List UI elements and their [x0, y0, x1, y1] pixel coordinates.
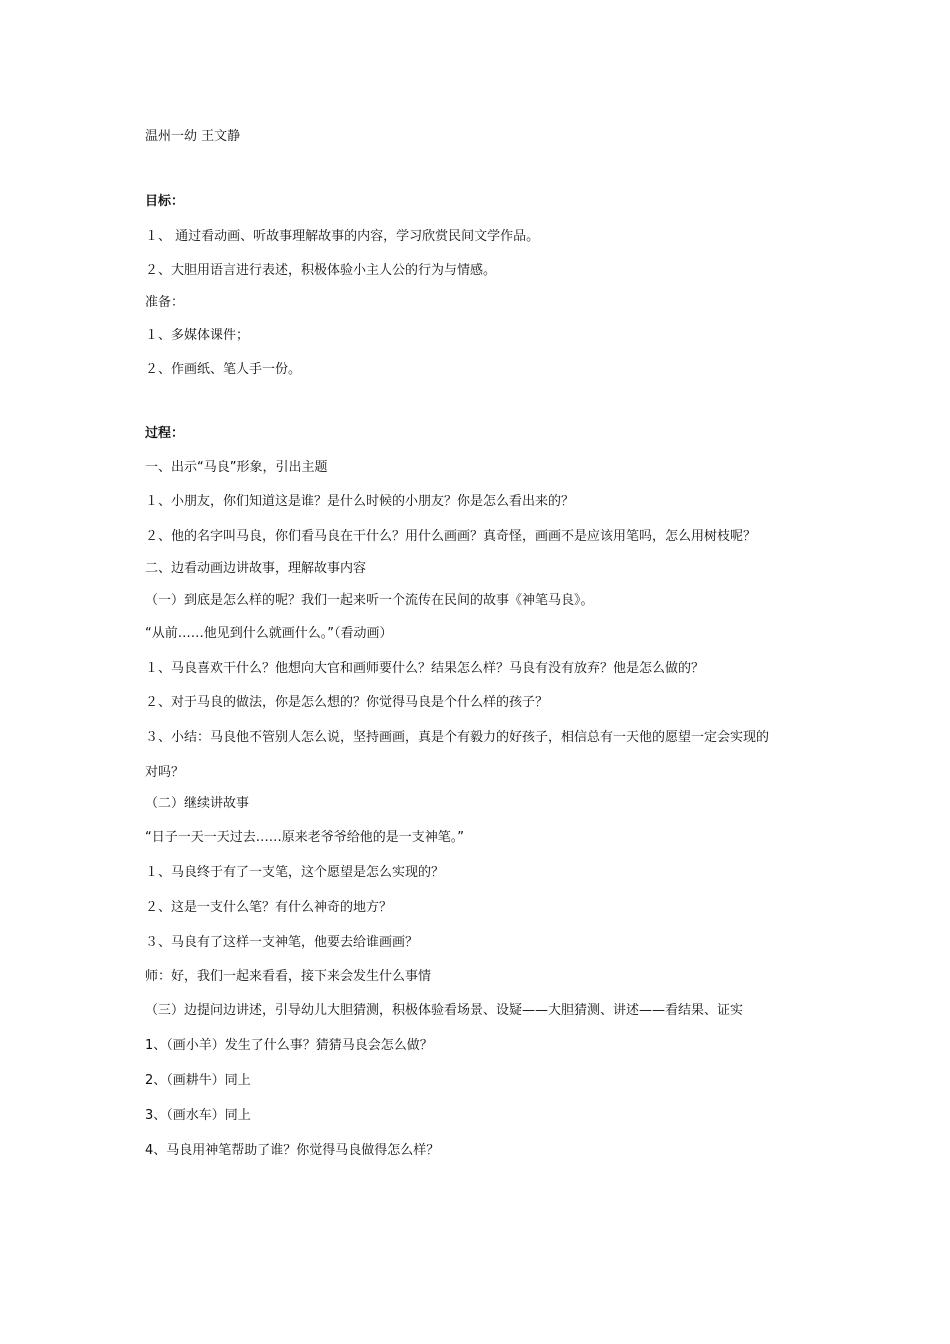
- section-one-item-2: ２、他的名字叫马良，你们看马良在干什么？用什么画画？真奇怪，画画不是应该用笔吗，怎么用树枝呢？: [145, 529, 757, 544]
- preparation-item-1: １、多媒体课件；: [145, 328, 250, 343]
- part-one-quote: “从前……他见到什么就画什么。”（看动画）: [145, 626, 393, 641]
- preparation-item-2: ２、作画纸、笔人手一份。: [145, 362, 302, 377]
- process-heading: 过程：: [145, 426, 185, 441]
- part-three-title: （三）边提问边讲述，引导幼儿大胆猜测，积极体验看场景、设疑——大胆猜测、讲述——看结果、证实: [145, 1003, 744, 1018]
- section-two-title: 二、边看动画边讲故事，理解故事内容: [145, 561, 367, 576]
- author-line: 温州一幼 王文静: [145, 129, 241, 144]
- part-one-summary-line-1: ３、小结：马良他不管别人怎么说，坚持画画，真是个有毅力的好孩子，相信总有一天他的愿望一定会实现的: [145, 730, 770, 745]
- part-two-item-3: ３、马良有了这样一支神笔，他要去给谁画画？: [145, 935, 419, 950]
- part-two-title: （二）继续讲故事: [145, 796, 250, 811]
- part-three-item-2: 2、（画耕牛）同上: [145, 1073, 251, 1088]
- part-three-item-3: 3、（画水车）同上: [145, 1108, 251, 1123]
- section-one-item-1: １、小朋友，你们知道这是谁？是什么时候的小朋友？你是怎么看出来的？: [145, 494, 575, 509]
- part-three-item-1: 1、（画小羊）发生了什么事？猜猜马良会怎么做？: [145, 1038, 433, 1053]
- part-two-item-2: ２、这是一支什么笔？有什么神奇的地方？: [145, 900, 393, 915]
- part-one-item-2: ２、对于马良的做法，你是怎么想的？你觉得马良是个什么样的孩子？: [145, 695, 549, 710]
- part-one-title: （一）到底是怎么样的呢？我们一起来听一个流传在民间的故事《神笔马良》。: [145, 593, 594, 608]
- preparation-heading: 准备：: [145, 295, 185, 310]
- part-three-item-4: 4、马良用神笔帮助了谁？你觉得马良做得怎么样？: [145, 1143, 440, 1158]
- teacher-line: 师：好，我们一起来看看，接下来会发生什么事情: [145, 969, 432, 984]
- goals-heading: 目标：: [145, 194, 185, 209]
- part-two-quote: “日子一天一天过去……原来老爷爷给他的是一支神笔。”: [145, 830, 464, 845]
- part-one-summary-line-2: 对吗？: [145, 765, 185, 780]
- part-two-item-1: １、马良终于有了一支笔，这个愿望是怎么实现的？: [145, 865, 445, 880]
- goal-item-2: ２、大胆用语言进行表述，积极体验小主人公的行为与情感。: [145, 263, 497, 278]
- part-one-item-1: １、马良喜欢干什么？他想向大官和画师要什么？结果怎么样？马良有没有放弃？他是怎么做的？: [145, 661, 705, 676]
- section-one-title: 一、出示“马良”形象，引出主题: [145, 460, 328, 475]
- goal-item-1: １、 通过看动画、听故事理解故事的内容，学习欣赏民间文学作品。: [145, 229, 540, 244]
